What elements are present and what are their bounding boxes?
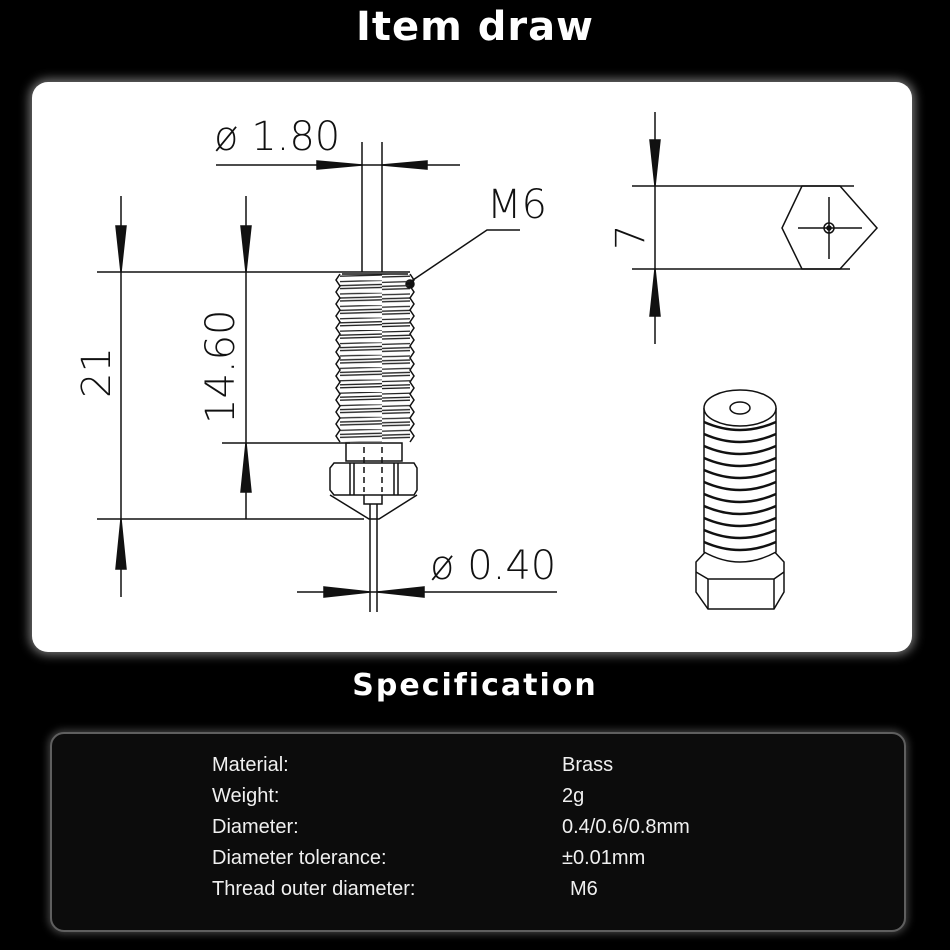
dim-inlet-diameter: ø 1.80 [214,114,341,160]
spec-value: M6 [570,878,598,900]
spec-value: ±0.01mm [562,847,646,869]
dim-total-length: 21 [74,347,120,398]
specification-table [50,732,906,932]
spec-value: Brass [562,754,614,776]
spec-value: 0.4/0.6/0.8mm [562,816,690,838]
dim-thread: M6 [487,182,547,228]
hex-top-view [632,112,877,344]
specification-title: Specification [352,668,598,703]
dim-nozzle-diameter: ø 0.40 [430,543,557,589]
technical-drawing-panel [32,82,912,652]
spec-label: Diameter: [212,816,299,838]
spec-row-diameter [212,816,812,847]
page-title: Item draw [355,4,595,50]
spec-row-material [212,754,812,785]
spec-row-thread-outer-diameter [212,878,812,909]
dim-thread-length: 14.60 [198,309,244,424]
spec-label: Weight: [212,785,280,807]
dim-hex-size: 7 [608,224,654,250]
spec-row-diameter-tolerance [212,847,812,878]
spec-label: Diameter tolerance: [212,847,387,869]
isometric-view [696,390,784,609]
spec-label: Thread outer diameter: [212,878,416,900]
spec-label: Material: [212,754,289,776]
spec-value: 2g [562,785,585,807]
spec-row-weight [212,785,812,816]
nozzle-drawing [32,82,912,652]
